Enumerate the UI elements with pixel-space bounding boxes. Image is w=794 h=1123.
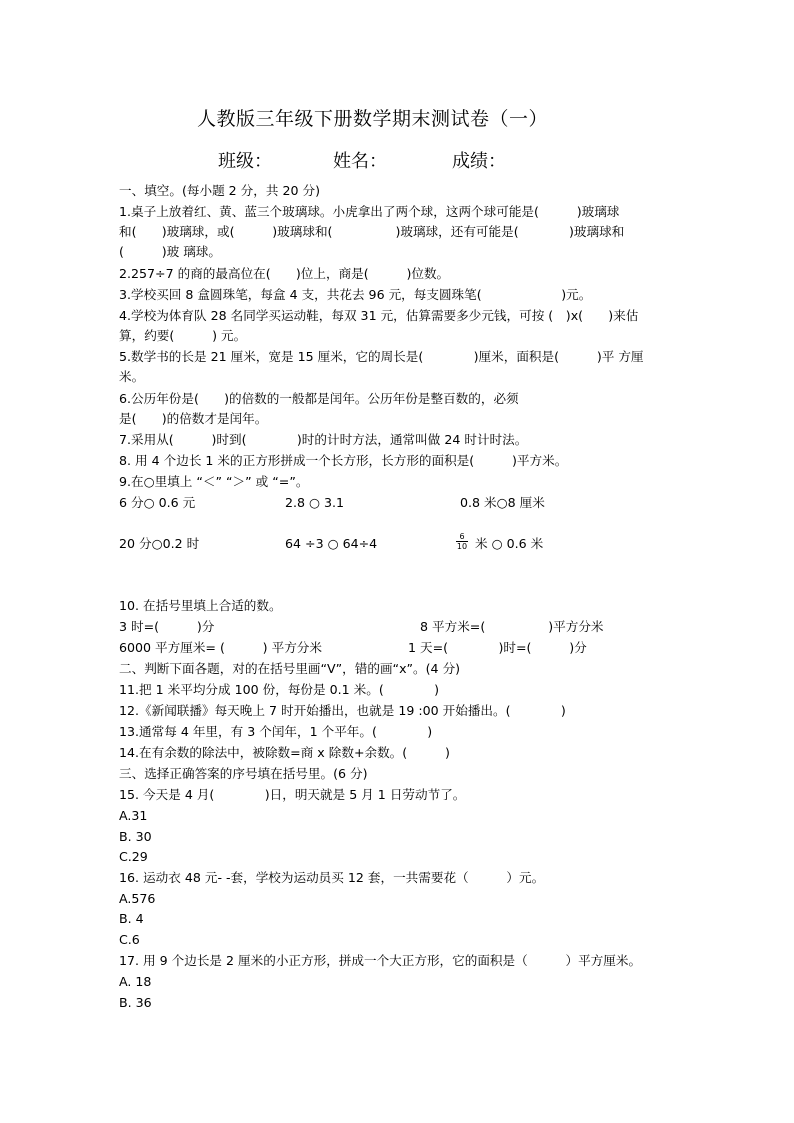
question-line-q1c: ( )玻 璃球。 <box>119 244 221 259</box>
question-line-q9: 9.在○里填上 “＜” “＞” 或 “=”。 <box>119 474 309 489</box>
compare-item: 6 分○ 0.6 元 <box>119 495 196 510</box>
fill-item: 6000 平方厘米= ( ) 平方分米 <box>119 640 322 655</box>
question-line-q16b: B. 4 <box>119 911 144 926</box>
question-line-q6a: 6.公历年份是( )的倍数的一般都是闰年。公历年份是整百数的，必须 <box>119 391 519 406</box>
question-line-q12: 12.《新闻联播》每天晚上 7 时开始播出，也就是 19 :00 开始播出。( ) <box>119 703 566 718</box>
question-line-q4a: 4.学校为体育队 28 名同学买运动鞋，每双 31 元，估算需要多少元钱，可按 ( )x( )来估 <box>119 308 639 323</box>
question-line-s3: 三、选择正确答案的序号填在括号里。(6 分) <box>119 766 368 781</box>
score-label: 成绩： <box>452 151 506 172</box>
question-line-q13: 13.通常每 4 年里，有 3 个闰年，1 个平年。( ) <box>119 724 433 739</box>
question-line-q1a: 1.桌子上放着红、黄、蓝三个玻璃球。小虎拿出了两个球，这两个球可能是( )玻璃球 <box>119 204 620 219</box>
question-line-q3: 3.学校买回 8 盒圆珠笔，每盒 4 支，共花去 96 元，每支圆珠笔( )元。 <box>119 287 592 302</box>
question-line-q15a: A.31 <box>119 808 148 823</box>
question-line-q17a: A. 18 <box>119 974 152 989</box>
question-line-q8: 8. 用 4 个边长 1 米的正方形拼成一个长方形，长方形的面积是( )平方米。 <box>119 453 568 468</box>
fill-item: 8 平方米=( )平方分米 <box>420 619 604 634</box>
question-line-s1: 一、填空。(每小题 2 分，共 20 分) <box>119 183 321 198</box>
question-line-q2: 2.257÷7 的商的最高位在( )位上，商是( )位数。 <box>119 266 450 281</box>
question-line-q1b: 和( )玻璃球，或( )玻璃球和( )玻璃球，还有可能是( )玻璃球和 <box>119 224 625 239</box>
question-line-q5b: 米。 <box>119 369 145 384</box>
fill-item: 1 天=( )时=( )分 <box>408 640 587 655</box>
question-line-q10: 10. 在括号里填上合适的数。 <box>119 598 282 613</box>
compare-item: 2.8 ○ 3.1 <box>285 495 345 510</box>
question-line-q5a: 5.数学书的长是 21 厘米，宽是 15 厘米，它的周长是( )厘米，面积是( )平 方厘 <box>119 349 644 364</box>
class-label: 班级： <box>218 151 272 172</box>
question-line-q15b: B. 30 <box>119 829 152 844</box>
fraction-denominator: 10 <box>456 542 468 551</box>
question-line-q4b: 算，约要( ) 元。 <box>119 328 247 343</box>
fraction <box>456 532 468 551</box>
question-line-q7: 7.采用从( )时到( )时的计时方法，通常叫做 24 时计时法。 <box>119 432 528 447</box>
compare-item: 0.8 米○8 厘米 <box>460 495 545 510</box>
question-line-q15c: C.29 <box>119 849 148 864</box>
question-line-q14: 14.在有余数的除法中，被除数=商 x 除数+余数。( ) <box>119 745 450 760</box>
question-line-q11: 11.把 1 米平均分成 100 份，每份是 0.1 米。( ) <box>119 682 440 697</box>
compare-item: 20 分○0.2 时 <box>119 536 200 551</box>
fill-item: 3 时=( )分 <box>119 619 215 634</box>
question-line-q17b: B. 36 <box>119 995 152 1010</box>
compare-item: 64 ÷3 ○ 64÷4 <box>285 536 378 551</box>
question-line-q17: 17. 用 9 个边长是 2 厘米的小正方形，拼成一个大正方形，它的面积是（ ）平方厘米。 <box>119 953 642 968</box>
fraction-numerator: 6 <box>456 532 468 542</box>
question-line-q16: 16. 运动衣 48 元- -套，学校为运动员买 12 套，一共需要花（ ）元。 <box>119 870 545 885</box>
question-line-q16c: C.6 <box>119 932 140 947</box>
name-label: 姓名： <box>333 151 387 172</box>
compare-item: 米 ○ 0.6 米 <box>475 536 544 551</box>
question-line-q6b: 是( )的倍数才是闰年。 <box>119 411 268 426</box>
question-line-q16a: A.576 <box>119 891 156 906</box>
question-line-q15: 15. 今天是 4 月( )日，明天就是 5 月 1 日劳动节了。 <box>119 787 466 802</box>
exam-title: 人教版三年级下册数学期末测试卷（一） <box>197 108 549 130</box>
question-line-s2: 二、判断下面各题，对的在括号里画“V”，错的画“x”。(4 分) <box>119 661 461 676</box>
